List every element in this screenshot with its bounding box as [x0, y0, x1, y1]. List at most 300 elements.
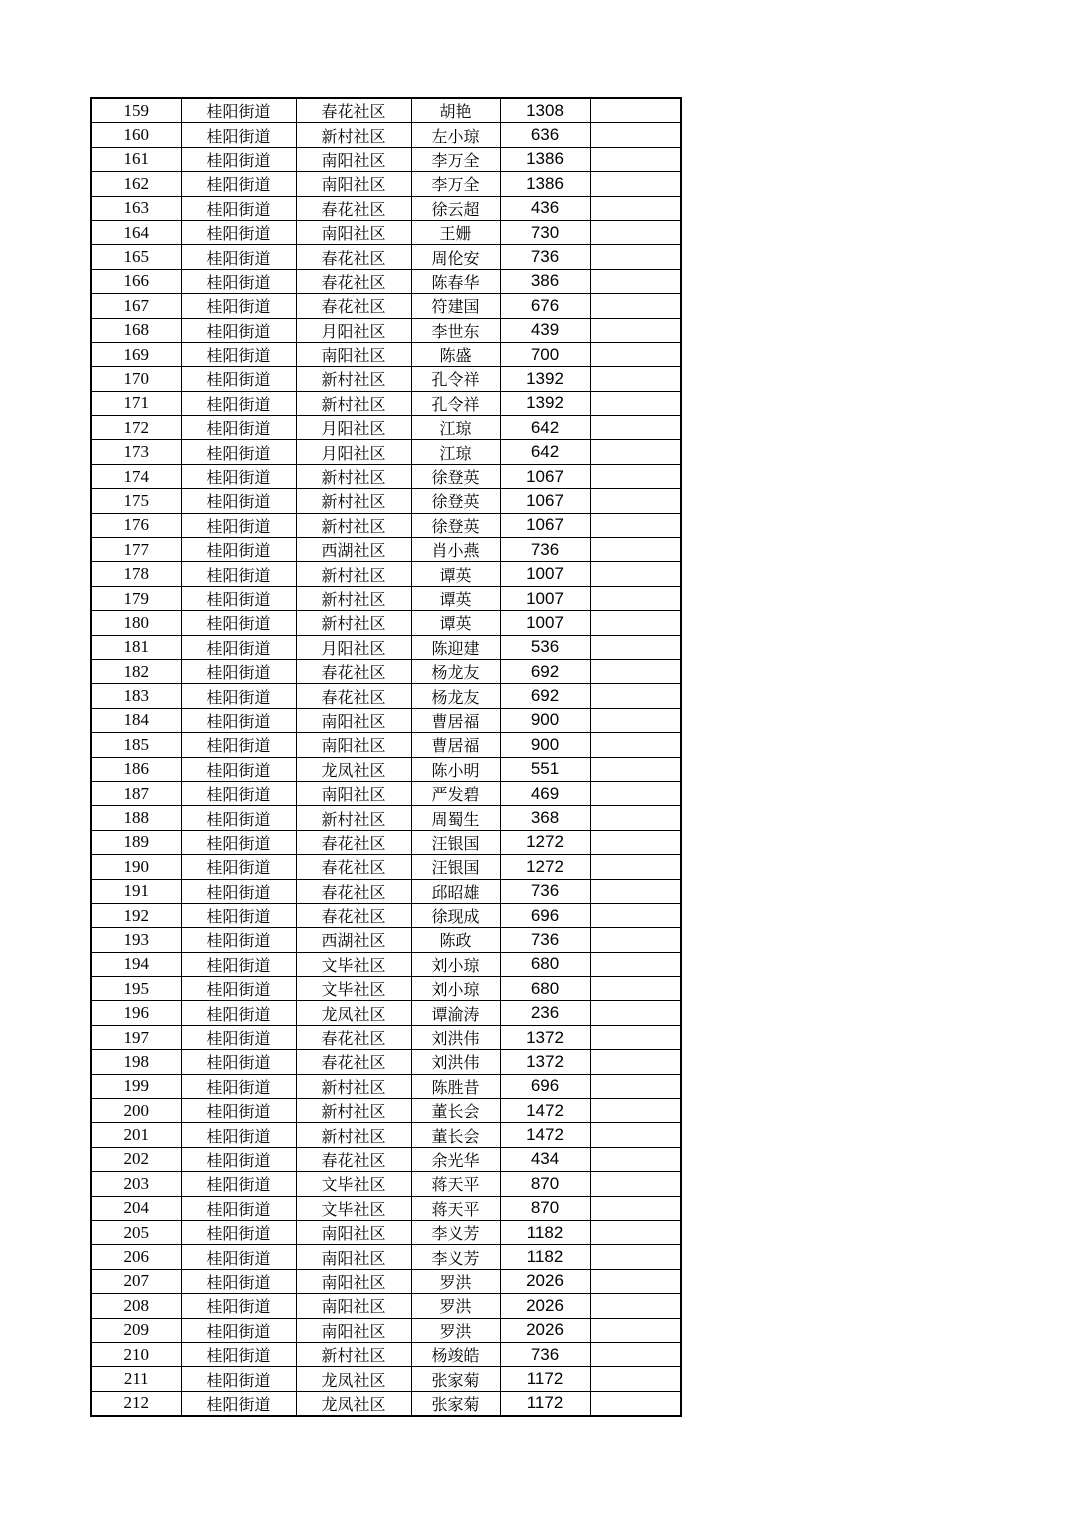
community-cell: 新村社区 — [296, 1099, 411, 1123]
person-name-cell: 张家菊 — [411, 1367, 500, 1391]
table-row — [91, 1220, 681, 1244]
table-row — [91, 586, 681, 610]
note-cell — [590, 1220, 681, 1244]
community-cell: 春花社区 — [296, 1025, 411, 1049]
note-cell — [590, 1074, 681, 1098]
note-cell — [590, 440, 681, 464]
street-cell: 桂阳街道 — [181, 220, 296, 244]
community-cell: 文毕社区 — [296, 952, 411, 976]
amount-cell: 642 — [500, 440, 590, 464]
street-cell: 桂阳街道 — [181, 1001, 296, 1025]
community-cell: 新村社区 — [296, 1074, 411, 1098]
note-cell — [590, 98, 681, 123]
table-row — [91, 1001, 681, 1025]
amount-cell: 1067 — [500, 489, 590, 513]
street-cell: 桂阳街道 — [181, 538, 296, 562]
community-cell: 文毕社区 — [296, 1172, 411, 1196]
row-number-cell: 183 — [91, 684, 181, 708]
community-cell: 月阳社区 — [296, 635, 411, 659]
table-row — [91, 1269, 681, 1293]
person-name-cell: 李万全 — [411, 147, 500, 171]
street-cell: 桂阳街道 — [181, 489, 296, 513]
note-cell — [590, 513, 681, 537]
street-cell: 桂阳街道 — [181, 586, 296, 610]
street-cell: 桂阳街道 — [181, 1294, 296, 1318]
community-cell: 龙凤社区 — [296, 1367, 411, 1391]
table-row — [91, 611, 681, 635]
street-cell: 桂阳街道 — [181, 1172, 296, 1196]
person-name-cell: 谭英 — [411, 611, 500, 635]
person-name-cell: 周伦安 — [411, 245, 500, 269]
row-number-cell: 179 — [91, 586, 181, 610]
note-cell — [590, 1294, 681, 1318]
row-number-cell: 193 — [91, 928, 181, 952]
amount-cell: 434 — [500, 1147, 590, 1171]
row-number-cell: 187 — [91, 781, 181, 805]
amount-cell: 1472 — [500, 1099, 590, 1123]
amount-cell: 1172 — [500, 1391, 590, 1416]
street-cell: 桂阳街道 — [181, 977, 296, 1001]
table-row — [91, 123, 681, 147]
row-number-cell: 159 — [91, 98, 181, 123]
person-name-cell: 李义芳 — [411, 1245, 500, 1269]
amount-cell: 1007 — [500, 611, 590, 635]
note-cell — [590, 928, 681, 952]
table-row — [91, 1099, 681, 1123]
community-cell: 春花社区 — [296, 269, 411, 293]
table-row — [91, 269, 681, 293]
amount-cell: 692 — [500, 659, 590, 683]
note-cell — [590, 172, 681, 196]
note-cell — [590, 708, 681, 732]
table-row — [91, 855, 681, 879]
note-cell — [590, 879, 681, 903]
amount-cell: 1172 — [500, 1367, 590, 1391]
note-cell — [590, 1318, 681, 1342]
amount-cell: 439 — [500, 318, 590, 342]
row-number-cell: 176 — [91, 513, 181, 537]
community-cell: 新村社区 — [296, 464, 411, 488]
table-row — [91, 708, 681, 732]
community-cell: 春花社区 — [296, 196, 411, 220]
row-number-cell: 169 — [91, 342, 181, 366]
street-cell: 桂阳街道 — [181, 1245, 296, 1269]
street-cell: 桂阳街道 — [181, 245, 296, 269]
note-cell — [590, 269, 681, 293]
row-number-cell: 212 — [91, 1391, 181, 1416]
table-row — [91, 977, 681, 1001]
street-cell: 桂阳街道 — [181, 806, 296, 830]
row-number-cell: 164 — [91, 220, 181, 244]
table-row — [91, 562, 681, 586]
note-cell — [590, 684, 681, 708]
street-cell: 桂阳街道 — [181, 757, 296, 781]
amount-cell: 900 — [500, 733, 590, 757]
street-cell: 桂阳街道 — [181, 952, 296, 976]
community-cell: 春花社区 — [296, 684, 411, 708]
amount-cell: 736 — [500, 245, 590, 269]
amount-cell: 1392 — [500, 367, 590, 391]
table-row — [91, 830, 681, 854]
row-number-cell: 200 — [91, 1099, 181, 1123]
community-cell: 新村社区 — [296, 586, 411, 610]
community-cell: 新村社区 — [296, 489, 411, 513]
amount-cell: 236 — [500, 1001, 590, 1025]
community-cell: 春花社区 — [296, 659, 411, 683]
table-row — [91, 391, 681, 415]
person-name-cell: 孔令祥 — [411, 367, 500, 391]
amount-cell: 1007 — [500, 586, 590, 610]
table-row — [91, 416, 681, 440]
person-name-cell: 刘洪伟 — [411, 1025, 500, 1049]
row-number-cell: 211 — [91, 1367, 181, 1391]
amount-cell: 1182 — [500, 1245, 590, 1269]
row-number-cell: 160 — [91, 123, 181, 147]
street-cell: 桂阳街道 — [181, 123, 296, 147]
note-cell — [590, 1001, 681, 1025]
community-cell: 月阳社区 — [296, 416, 411, 440]
community-cell: 春花社区 — [296, 879, 411, 903]
note-cell — [590, 733, 681, 757]
row-number-cell: 210 — [91, 1342, 181, 1366]
amount-cell: 676 — [500, 294, 590, 318]
person-name-cell: 杨龙友 — [411, 684, 500, 708]
note-cell — [590, 489, 681, 513]
person-name-cell: 谭英 — [411, 586, 500, 610]
community-cell: 南阳社区 — [296, 172, 411, 196]
table-row — [91, 781, 681, 805]
table-row — [91, 318, 681, 342]
amount-cell: 551 — [500, 757, 590, 781]
street-cell: 桂阳街道 — [181, 367, 296, 391]
note-cell — [590, 367, 681, 391]
community-cell: 龙凤社区 — [296, 1001, 411, 1025]
person-name-cell: 曹居福 — [411, 708, 500, 732]
community-cell: 春花社区 — [296, 830, 411, 854]
amount-cell: 368 — [500, 806, 590, 830]
row-number-cell: 205 — [91, 1220, 181, 1244]
street-cell: 桂阳街道 — [181, 1196, 296, 1220]
row-number-cell: 208 — [91, 1294, 181, 1318]
street-cell: 桂阳街道 — [181, 464, 296, 488]
note-cell — [590, 196, 681, 220]
street-cell: 桂阳街道 — [181, 659, 296, 683]
amount-cell: 1182 — [500, 1220, 590, 1244]
person-name-cell: 陈胜昔 — [411, 1074, 500, 1098]
note-cell — [590, 1269, 681, 1293]
amount-cell: 736 — [500, 879, 590, 903]
street-cell: 桂阳街道 — [181, 1074, 296, 1098]
note-cell — [590, 1245, 681, 1269]
row-number-cell: 172 — [91, 416, 181, 440]
street-cell: 桂阳街道 — [181, 708, 296, 732]
note-cell — [590, 830, 681, 854]
amount-cell: 1067 — [500, 464, 590, 488]
person-name-cell: 严发碧 — [411, 781, 500, 805]
row-number-cell: 168 — [91, 318, 181, 342]
table-row — [91, 1391, 681, 1416]
table-row — [91, 464, 681, 488]
data-table — [90, 97, 682, 1417]
table-row — [91, 1196, 681, 1220]
table-row — [91, 1294, 681, 1318]
row-number-cell: 190 — [91, 855, 181, 879]
street-cell: 桂阳街道 — [181, 391, 296, 415]
community-cell: 春花社区 — [296, 855, 411, 879]
note-cell — [590, 1196, 681, 1220]
street-cell: 桂阳街道 — [181, 1050, 296, 1074]
note-cell — [590, 562, 681, 586]
row-number-cell: 165 — [91, 245, 181, 269]
person-name-cell: 江琼 — [411, 440, 500, 464]
row-number-cell: 196 — [91, 1001, 181, 1025]
community-cell: 新村社区 — [296, 367, 411, 391]
amount-cell: 680 — [500, 952, 590, 976]
street-cell: 桂阳街道 — [181, 879, 296, 903]
amount-cell: 696 — [500, 1074, 590, 1098]
community-cell: 文毕社区 — [296, 1196, 411, 1220]
community-cell: 月阳社区 — [296, 440, 411, 464]
community-cell: 春花社区 — [296, 1050, 411, 1074]
row-number-cell: 163 — [91, 196, 181, 220]
community-cell: 南阳社区 — [296, 708, 411, 732]
street-cell: 桂阳街道 — [181, 1147, 296, 1171]
table-row — [91, 952, 681, 976]
street-cell: 桂阳街道 — [181, 1367, 296, 1391]
person-name-cell: 杨龙友 — [411, 659, 500, 683]
person-name-cell: 董长会 — [411, 1099, 500, 1123]
row-number-cell: 161 — [91, 147, 181, 171]
table-row — [91, 635, 681, 659]
table-row — [91, 172, 681, 196]
person-name-cell: 肖小燕 — [411, 538, 500, 562]
street-cell: 桂阳街道 — [181, 1099, 296, 1123]
note-cell — [590, 1147, 681, 1171]
person-name-cell: 余光华 — [411, 1147, 500, 1171]
street-cell: 桂阳街道 — [181, 830, 296, 854]
community-cell: 新村社区 — [296, 562, 411, 586]
amount-cell: 900 — [500, 708, 590, 732]
street-cell: 桂阳街道 — [181, 269, 296, 293]
community-cell: 春花社区 — [296, 1147, 411, 1171]
row-number-cell: 180 — [91, 611, 181, 635]
street-cell: 桂阳街道 — [181, 318, 296, 342]
row-number-cell: 166 — [91, 269, 181, 293]
row-number-cell: 167 — [91, 294, 181, 318]
community-cell: 西湖社区 — [296, 928, 411, 952]
community-cell: 春花社区 — [296, 903, 411, 927]
amount-cell: 680 — [500, 977, 590, 1001]
community-cell: 文毕社区 — [296, 977, 411, 1001]
street-cell: 桂阳街道 — [181, 1342, 296, 1366]
person-name-cell: 张家菊 — [411, 1391, 500, 1416]
amount-cell: 700 — [500, 342, 590, 366]
table-row — [91, 342, 681, 366]
amount-cell: 1272 — [500, 855, 590, 879]
person-name-cell: 谭英 — [411, 562, 500, 586]
person-name-cell: 徐云超 — [411, 196, 500, 220]
amount-cell: 2026 — [500, 1318, 590, 1342]
person-name-cell: 王姗 — [411, 220, 500, 244]
street-cell: 桂阳街道 — [181, 733, 296, 757]
note-cell — [590, 1123, 681, 1147]
note-cell — [590, 855, 681, 879]
community-cell: 南阳社区 — [296, 1220, 411, 1244]
row-number-cell: 162 — [91, 172, 181, 196]
amount-cell: 1392 — [500, 391, 590, 415]
table-row — [91, 1245, 681, 1269]
community-cell: 南阳社区 — [296, 1245, 411, 1269]
row-number-cell: 204 — [91, 1196, 181, 1220]
person-name-cell: 蒋天平 — [411, 1172, 500, 1196]
table-row — [91, 1074, 681, 1098]
note-cell — [590, 294, 681, 318]
person-name-cell: 李义芳 — [411, 1220, 500, 1244]
community-cell: 春花社区 — [296, 294, 411, 318]
row-number-cell: 192 — [91, 903, 181, 927]
amount-cell: 870 — [500, 1172, 590, 1196]
person-name-cell: 徐登英 — [411, 464, 500, 488]
row-number-cell: 173 — [91, 440, 181, 464]
amount-cell: 1386 — [500, 172, 590, 196]
note-cell — [590, 806, 681, 830]
row-number-cell: 197 — [91, 1025, 181, 1049]
table-row — [91, 928, 681, 952]
note-cell — [590, 416, 681, 440]
table-row — [91, 806, 681, 830]
table-row — [91, 879, 681, 903]
note-cell — [590, 1342, 681, 1366]
amount-cell: 2026 — [500, 1269, 590, 1293]
street-cell: 桂阳街道 — [181, 416, 296, 440]
note-cell — [590, 903, 681, 927]
person-name-cell: 罗洪 — [411, 1318, 500, 1342]
note-cell — [590, 1099, 681, 1123]
amount-cell: 1272 — [500, 830, 590, 854]
table-row — [91, 733, 681, 757]
amount-cell: 469 — [500, 781, 590, 805]
table-row — [91, 513, 681, 537]
amount-cell: 1372 — [500, 1050, 590, 1074]
street-cell: 桂阳街道 — [181, 172, 296, 196]
person-name-cell: 陈盛 — [411, 342, 500, 366]
street-cell: 桂阳街道 — [181, 342, 296, 366]
person-name-cell: 李世东 — [411, 318, 500, 342]
street-cell: 桂阳街道 — [181, 1391, 296, 1416]
amount-cell: 386 — [500, 269, 590, 293]
note-cell — [590, 781, 681, 805]
note-cell — [590, 220, 681, 244]
note-cell — [590, 1391, 681, 1416]
community-cell: 南阳社区 — [296, 781, 411, 805]
person-name-cell: 刘小琼 — [411, 952, 500, 976]
community-cell: 新村社区 — [296, 1342, 411, 1366]
community-cell: 春花社区 — [296, 245, 411, 269]
row-number-cell: 186 — [91, 757, 181, 781]
row-number-cell: 175 — [91, 489, 181, 513]
street-cell: 桂阳街道 — [181, 440, 296, 464]
note-cell — [590, 1050, 681, 1074]
street-cell: 桂阳街道 — [181, 196, 296, 220]
amount-cell: 870 — [500, 1196, 590, 1220]
note-cell — [590, 342, 681, 366]
table-row — [91, 245, 681, 269]
table-row — [91, 196, 681, 220]
row-number-cell: 182 — [91, 659, 181, 683]
person-name-cell: 董长会 — [411, 1123, 500, 1147]
street-cell: 桂阳街道 — [181, 928, 296, 952]
person-name-cell: 陈政 — [411, 928, 500, 952]
note-cell — [590, 245, 681, 269]
amount-cell: 1386 — [500, 147, 590, 171]
row-number-cell: 181 — [91, 635, 181, 659]
community-cell: 龙凤社区 — [296, 1391, 411, 1416]
row-number-cell: 170 — [91, 367, 181, 391]
community-cell: 新村社区 — [296, 513, 411, 537]
note-cell — [590, 1172, 681, 1196]
community-cell: 春花社区 — [296, 98, 411, 123]
street-cell: 桂阳街道 — [181, 611, 296, 635]
community-cell: 南阳社区 — [296, 1269, 411, 1293]
row-number-cell: 191 — [91, 879, 181, 903]
table-row — [91, 147, 681, 171]
row-number-cell: 194 — [91, 952, 181, 976]
street-cell: 桂阳街道 — [181, 294, 296, 318]
person-name-cell: 蒋天平 — [411, 1196, 500, 1220]
person-name-cell: 徐登英 — [411, 513, 500, 537]
person-name-cell: 陈迎建 — [411, 635, 500, 659]
row-number-cell: 209 — [91, 1318, 181, 1342]
amount-cell: 736 — [500, 928, 590, 952]
table-row — [91, 1123, 681, 1147]
community-cell: 新村社区 — [296, 1123, 411, 1147]
person-name-cell: 左小琼 — [411, 123, 500, 147]
row-number-cell: 206 — [91, 1245, 181, 1269]
community-cell: 新村社区 — [296, 806, 411, 830]
community-cell: 南阳社区 — [296, 220, 411, 244]
person-name-cell: 陈春华 — [411, 269, 500, 293]
amount-cell: 1472 — [500, 1123, 590, 1147]
table-row — [91, 440, 681, 464]
row-number-cell: 177 — [91, 538, 181, 562]
row-number-cell: 188 — [91, 806, 181, 830]
street-cell: 桂阳街道 — [181, 1269, 296, 1293]
row-number-cell: 174 — [91, 464, 181, 488]
row-number-cell: 198 — [91, 1050, 181, 1074]
row-number-cell: 189 — [91, 830, 181, 854]
table-row — [91, 98, 681, 123]
table-body — [91, 98, 681, 1416]
amount-cell: 1372 — [500, 1025, 590, 1049]
note-cell — [590, 659, 681, 683]
row-number-cell: 202 — [91, 1147, 181, 1171]
note-cell — [590, 538, 681, 562]
table-row — [91, 1367, 681, 1391]
person-name-cell: 孔令祥 — [411, 391, 500, 415]
table-row — [91, 367, 681, 391]
table-row — [91, 757, 681, 781]
amount-cell: 636 — [500, 123, 590, 147]
note-cell — [590, 611, 681, 635]
note-cell — [590, 635, 681, 659]
community-cell: 西湖社区 — [296, 538, 411, 562]
community-cell: 南阳社区 — [296, 1318, 411, 1342]
note-cell — [590, 977, 681, 1001]
community-cell: 月阳社区 — [296, 318, 411, 342]
note-cell — [590, 1025, 681, 1049]
person-name-cell: 谭渝涛 — [411, 1001, 500, 1025]
community-cell: 新村社区 — [296, 123, 411, 147]
